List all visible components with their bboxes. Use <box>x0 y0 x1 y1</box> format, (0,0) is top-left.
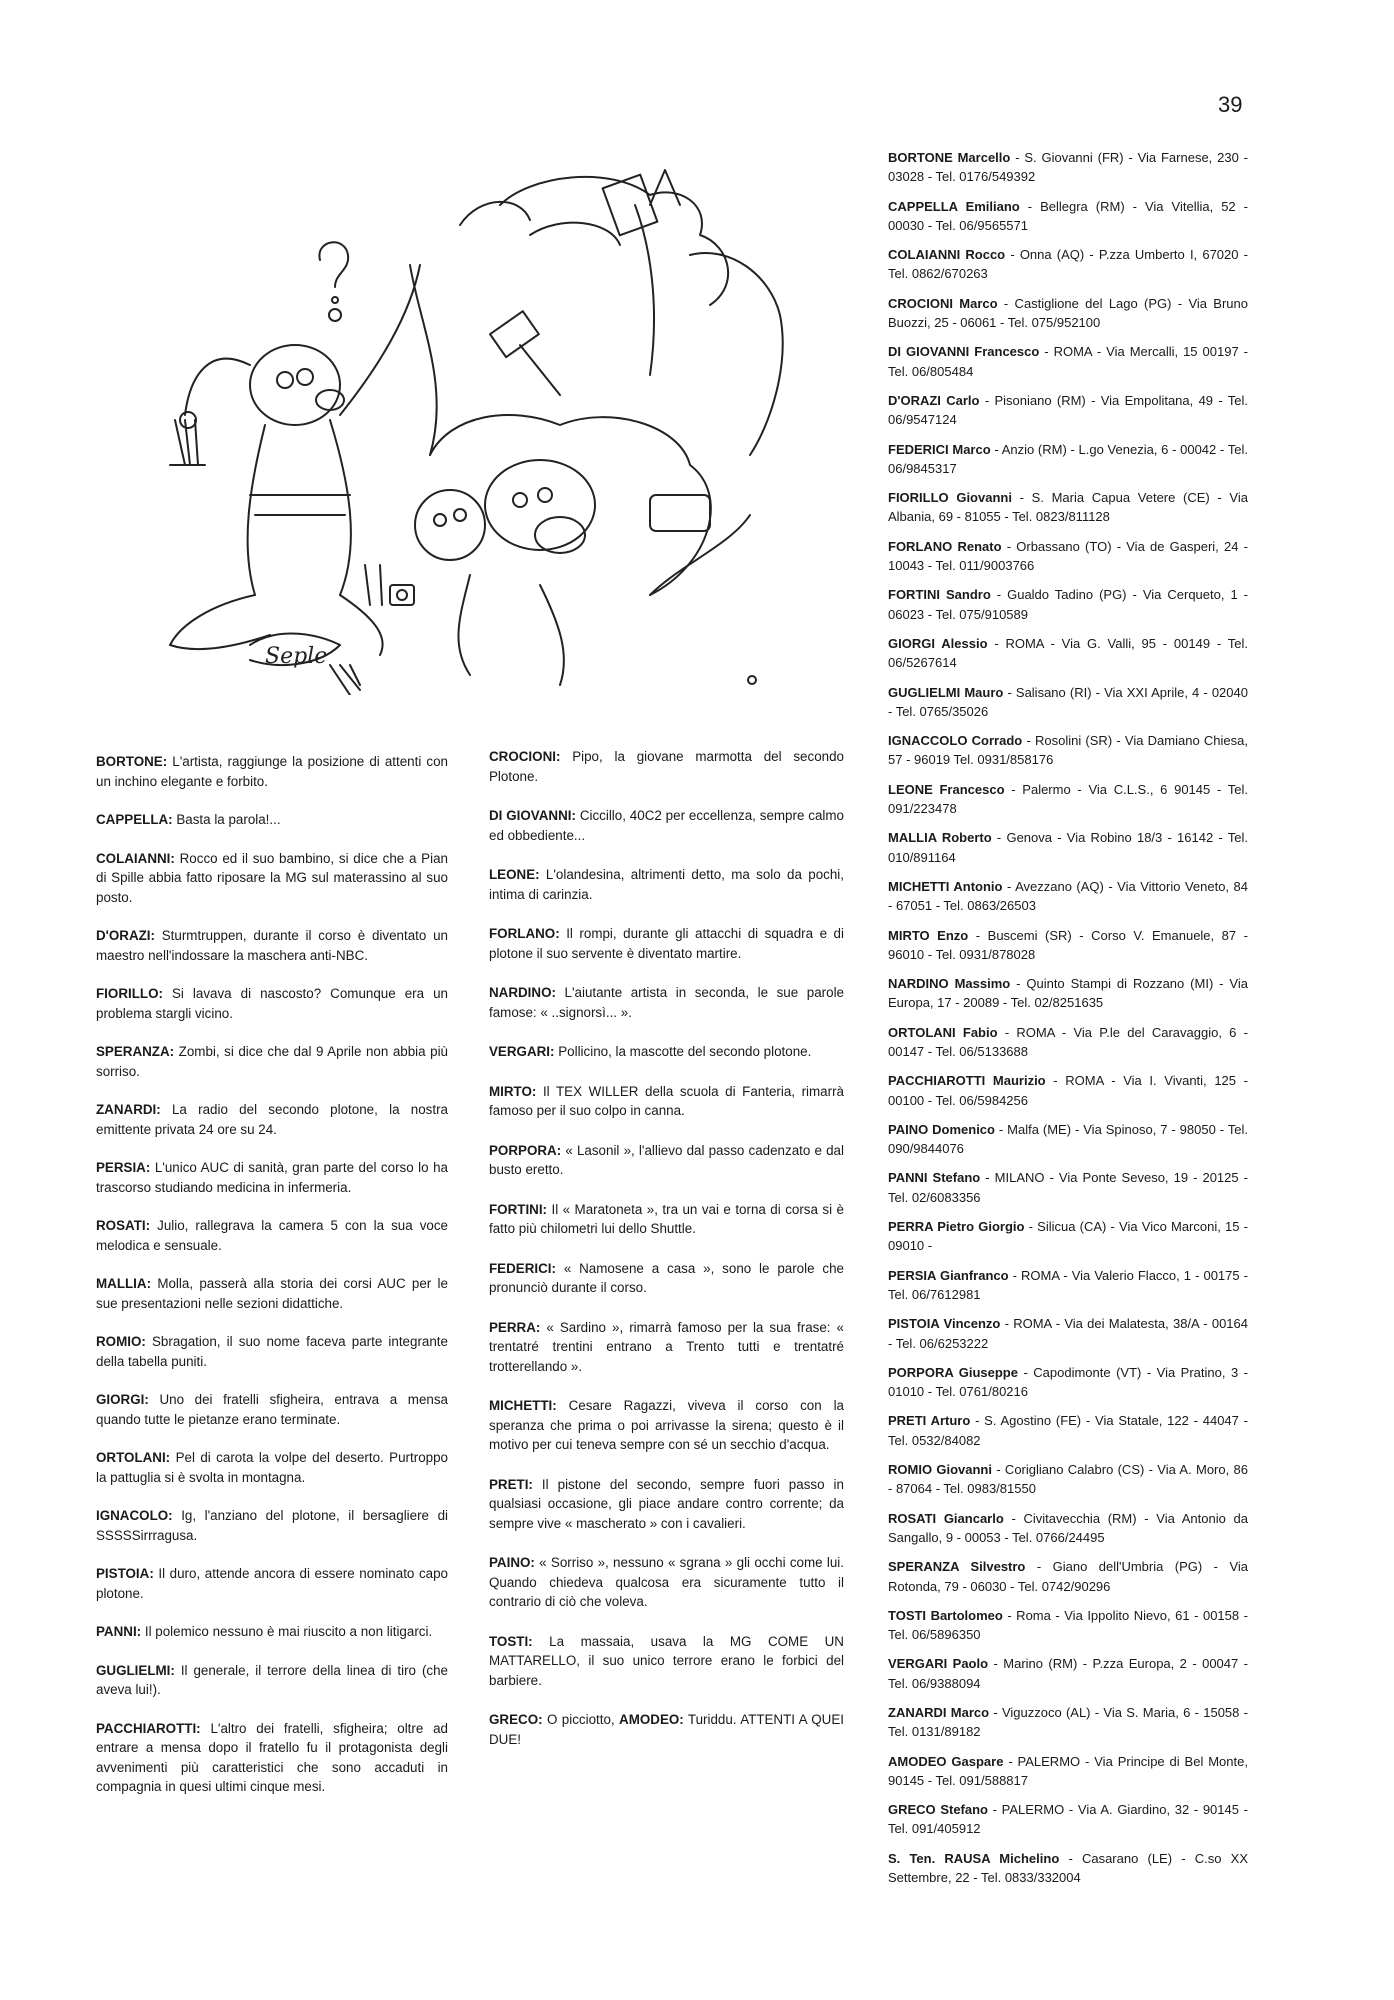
directory-name: PRETI Arturo <box>888 1413 971 1429</box>
directory-address: - Giano dell'Umbria (PG) - Via Rotonda, 79 - 06030 - Tel. 0742/90296 <box>888 1559 1248 1594</box>
directory-address: - Capodimonte (VT) - Via Pratino, 3 - 01010 - Tel. 0761/80216 <box>888 1364 1248 1400</box>
directory-name: COLAIANNI Rocco <box>888 247 1006 263</box>
directory-entry <box>888 1217 1248 1256</box>
caption-text: « Namosene a casa », sono le parole che pronunciò durante il corso. <box>489 1260 844 1295</box>
caption-name: AMODEO: <box>619 1712 684 1727</box>
directory-name: CAPPELLA Emiliano <box>888 198 1020 214</box>
caption-entry <box>96 1448 448 1487</box>
directory-address: - Civitavecchia (RM) - Via Antonio da Sangallo, 9 - 00053 - Tel. 0766/24495 <box>888 1510 1248 1545</box>
directory-entry <box>888 440 1248 479</box>
directory-address: - ROMA - Via I. Vivanti, 125 - 00100 - Tel. 06/5984256 <box>888 1073 1248 1108</box>
directory-address: - MILANO - Via Ponte Seveso, 19 - 20125 - Tel. 02/6083356 <box>888 1170 1249 1205</box>
directory-entry <box>888 1849 1248 1888</box>
directory-entry <box>888 926 1248 965</box>
directory-column <box>888 148 1248 1897</box>
directory-entry <box>888 683 1248 722</box>
caption-entry <box>96 1332 448 1371</box>
directory-address: - Viguzzoco (AL) - Via S. Maria, 6 - 15058 - Tel. 0131/89182 <box>888 1705 1248 1740</box>
directory-address: - Malfa (ME) - Via Spinoso, 7 - 98050 - Tel. 090/9844076 <box>888 1121 1248 1157</box>
caption-entry <box>489 1475 844 1534</box>
directory-name: IGNACCOLO Corrado <box>888 733 1023 749</box>
caption-text: La massaia, usava la MG COME UN MATTARELLO, il suo unico terrore erano le forbici del barbiere. <box>489 1633 844 1688</box>
caption-name: FEDERICI: <box>489 1260 556 1276</box>
directory-entry <box>888 1266 1248 1305</box>
directory-entry <box>888 245 1248 284</box>
caption-entry <box>96 810 448 830</box>
caption-name: ZANARDI: <box>96 1102 161 1117</box>
caption-name: FORLANO: <box>489 926 560 941</box>
page-number: 39 <box>1218 92 1243 117</box>
caption-entry <box>489 1082 844 1121</box>
directory-address: - ROMA - Via Mercalli, 15 00197 - Tel. 06/805484 <box>888 344 1248 379</box>
directory-entry <box>888 877 1248 916</box>
caption-text: Cesare Ragazzi, viveva il corso con la speranza che prima o poi arrivasse la sirena; questo è il motivo per cui teneva sempre con sé un secchio d'acqua. <box>489 1398 844 1452</box>
caption-name: ORTOLANI: <box>96 1450 171 1465</box>
directory-entry <box>888 1800 1248 1839</box>
caption-entry <box>489 1632 844 1691</box>
signature-text: Seple <box>265 644 328 669</box>
caption-entry <box>96 1564 448 1603</box>
directory-name: DI GIOVANNI Francesco <box>888 344 1040 360</box>
directory-name: ZANARDI Marco <box>888 1705 990 1720</box>
directory-address: - Genova - Via Robino 18/3 - 16142 - Tel. 010/891164 <box>888 830 1248 865</box>
directory-entry <box>888 731 1248 770</box>
caption-name: NARDINO: <box>489 985 556 1000</box>
directory-entry <box>888 391 1248 430</box>
caption-name: CROCIONI: <box>489 749 561 764</box>
caption-entry <box>96 1661 448 1700</box>
directory-address: - Avezzano (AQ) - Via Vittorio Veneto, 84 - 67051 - Tel. 0863/26503 <box>888 878 1248 914</box>
directory-address: - ROMA - Via dei Malatesta, 38/A - 00164 - Tel. 06/6253222 <box>888 1316 1248 1351</box>
caption-entry <box>96 1158 448 1197</box>
caption-text: Rocco ed il suo bambino, si dice che a Pian di Spille abbia fatto riposare la MG sul materassino al suo posto. <box>96 850 448 905</box>
caption-name: PERSIA: <box>96 1160 151 1175</box>
captions-middle-column <box>489 747 844 1769</box>
caption-entry <box>489 747 844 786</box>
directory-address: - Bellegra (RM) - Via Vitellia, 52 - 00030 - Tel. 06/9565571 <box>888 198 1248 233</box>
directory-entry <box>888 1363 1248 1402</box>
caption-entry <box>96 1100 448 1139</box>
directory-name: FIORILLO Giovanni <box>888 490 1012 506</box>
caption-name: ROMIO: <box>96 1334 146 1349</box>
directory-entry <box>888 1314 1248 1353</box>
directory-address: - Salisano (RI) - Via XXI Aprile, 4 - 02040 - Tel. 0765/35026 <box>888 684 1248 719</box>
caption-entry <box>96 1274 448 1313</box>
directory-entry <box>888 1557 1248 1596</box>
directory-name: BORTONE Marcello <box>888 150 1011 165</box>
directory-address: - Marino (RM) - P.zza Europa, 2 - 00047 - Tel. 06/9388094 <box>888 1656 1248 1691</box>
directory-address: - Roma - Via Ippolito Nievo, 61 - 00158 - Tel. 06/5896350 <box>888 1607 1248 1643</box>
caption-name: GRECO: <box>489 1712 543 1727</box>
caption-name: LEONE: <box>489 867 540 882</box>
caption-entry <box>489 924 844 963</box>
caption-entry <box>489 1259 844 1298</box>
caption-entry <box>489 1318 844 1377</box>
directory-address: - ROMA - Via Valerio Flacco, 1 - 00175 - Tel. 06/7612981 <box>888 1267 1248 1302</box>
directory-entry <box>888 148 1248 187</box>
directory-entry <box>888 974 1248 1013</box>
caption-name: PRETI: <box>489 1476 533 1492</box>
directory-address: - PALERMO - Via A. Giardino, 32 - 90145 - Tel. 091/405912 <box>888 1802 1248 1837</box>
caption-name: GUGLIELMI: <box>96 1662 175 1678</box>
directory-name: D'ORAZI Carlo <box>888 392 980 408</box>
caption-text: « Sorriso », nessuno « sgrana » gli occhi come lui. Quando chiedeva qualcosa era sicuramente tutto il contrario di ciò che voleva. <box>489 1555 844 1609</box>
caption-text: Zombi, si dice che dal 9 Aprile non abbia più sorriso. <box>96 1044 448 1079</box>
directory-name: PERRA Pietro Giorgio <box>888 1219 1025 1235</box>
directory-address: - Pisoniano (RM) - Via Empolitana, 49 - Tel. 06/9547124 <box>888 392 1249 428</box>
caption-entry <box>96 849 448 908</box>
directory-name: MIRTO Enzo <box>888 927 969 943</box>
caption-text: Sturmtruppen, durante il corso è diventato un maestro nell'indossare la maschera anti-NBC. <box>96 928 448 963</box>
caption-name: PACCHIAROTTI: <box>96 1720 201 1736</box>
caption-text: L'unico AUC di sanità, gran parte del corso lo ha trascorso studiando medicina in infermeria. <box>96 1160 448 1195</box>
directory-entry <box>888 488 1248 527</box>
cartoon-illustration <box>90 165 860 695</box>
directory-entry <box>888 342 1248 381</box>
caption-text: L'artista, raggiunge la posizione di attenti con un inchino elegante e forbito. <box>96 754 448 789</box>
directory-address: - S. Agostino (FE) - Via Statale, 122 - 44047 - Tel. 0532/84082 <box>888 1413 1248 1448</box>
directory-address: - ROMA - Via G. Valli, 95 - 00149 - Tel. 06/5267614 <box>888 635 1249 671</box>
directory-entry <box>888 780 1248 819</box>
caption-name: COLAIANNI: <box>96 850 175 866</box>
directory-entry <box>888 294 1248 333</box>
caption-name: ROSATI: <box>96 1218 151 1233</box>
directory-name: VERGARI Paolo <box>888 1656 989 1672</box>
directory-name: MICHETTI Antonio <box>888 878 1003 894</box>
directory-name: CROCIONI Marco <box>888 295 998 311</box>
caption-entry <box>96 1042 448 1081</box>
directory-name: S. Ten. RAUSA Michelino <box>888 1850 1060 1866</box>
directory-address: - Silicua (CA) - Via Vico Marconi, 15 - 09010 - <box>888 1219 1248 1254</box>
directory-entry <box>888 1411 1248 1450</box>
directory-address: - Anzio (RM) - L.go Venezia, 6 - 00042 - Tel. 06/9845317 <box>888 441 1248 476</box>
caption-text: Turiddu. ATTENTI A QUEI DUE! <box>489 1712 844 1747</box>
caption-entry <box>489 1042 844 1062</box>
directory-entry <box>888 1023 1248 1062</box>
directory-name: AMODEO Gaspare <box>888 1753 1004 1769</box>
directory-entry <box>888 537 1248 576</box>
caption-name: FIORILLO: <box>96 986 163 1001</box>
directory-entry <box>888 1120 1248 1159</box>
directory-name: PANNI Stefano <box>888 1170 981 1186</box>
caption-entry <box>96 1216 448 1255</box>
caption-name: PISTOIA: <box>96 1566 154 1581</box>
directory-address: - Casarano (LE) - C.so XX Settembre, 22 - Tel. 0833/332004 <box>888 1850 1248 1886</box>
directory-name: GRECO Stefano <box>888 1802 988 1818</box>
caption-entry <box>96 926 448 965</box>
caption-name: MALLIA: <box>96 1276 152 1291</box>
caption-name: IGNACOLO: <box>96 1508 173 1523</box>
caption-text: Julio, rallegrava la camera 5 con la sua voce melodica e sensuale. <box>96 1218 448 1253</box>
directory-entry <box>888 1071 1248 1110</box>
caption-text: « Lasonil », l'allievo dal passo cadenzato e dal busto eretto. <box>489 1142 844 1177</box>
directory-address: - Rosolini (SR) - Via Damiano Chiesa, 57 - 96019 Tel. 0931/858176 <box>888 733 1248 768</box>
directory-address: - Gualdo Tadino (PG) - Via Cerqueto, 1 - 06023 - Tel. 075/910589 <box>888 587 1248 622</box>
caption-name: D'ORAZI: <box>96 928 155 943</box>
caption-entry <box>489 1710 844 1749</box>
directory-address: - Buscemi (SR) - Corso V. Emanuele, 87 - 96010 - Tel. 0931/878028 <box>888 927 1249 962</box>
caption-text: Il polemico nessuno è mai riuscito a non litigarci. <box>144 1624 433 1639</box>
directory-name: FORLANO Renato <box>888 538 1002 554</box>
caption-name: VERGARI: <box>489 1044 555 1059</box>
directory-name: PERSIA Gianfranco <box>888 1267 1009 1283</box>
caption-text: La radio del secondo plotone, la nostra emittente privata 24 ore su 24. <box>96 1102 448 1137</box>
directory-name: LEONE Francesco <box>888 781 1005 797</box>
caption-text: Il pistone del secondo, sempre fuori passo in qualsiasi occasione, gli piace andare contro corrente; da sempre vive « mascherato » con i cavalieri. <box>489 1476 844 1531</box>
caption-text: Basta la parola!... <box>176 812 281 827</box>
caption-name: DI GIOVANNI: <box>489 808 576 823</box>
directory-entry <box>888 634 1248 673</box>
caption-entry <box>96 1622 448 1642</box>
directory-address: - PALERMO - Via Principe di Bel Monte, 90145 - Tel. 091/588817 <box>888 1753 1248 1788</box>
directory-entry <box>888 1752 1248 1791</box>
directory-name: SPERANZA Silvestro <box>888 1559 1026 1575</box>
directory-entry <box>888 197 1248 236</box>
caption-name: SPERANZA: <box>96 1044 175 1059</box>
directory-address: - Corigliano Calabro (CS) - Via A. Moro, 86 - 87064 - Tel. 0983/81550 <box>888 1462 1248 1497</box>
caption-name: TOSTI: <box>489 1633 533 1649</box>
caption-name: MIRTO: <box>489 1083 537 1099</box>
caption-name: MICHETTI: <box>489 1398 557 1413</box>
directory-address: - ROMA - Via P.le del Caravaggio, 6 - 00147 - Tel. 06/5133688 <box>888 1024 1248 1059</box>
directory-name: TOSTI Bartolomeo <box>888 1607 1003 1623</box>
caption-text: « Sardino », rimarrà famoso per la sua frase: « trentatré trentini entrano a Trento tutti e trentatré trotterellando ». <box>489 1319 844 1374</box>
directory-name: FEDERICI Marco <box>888 441 991 457</box>
caption-entry <box>489 865 844 904</box>
caption-text: Molla, passerà alla storia dei corsi AUC per le sue presentazioni nelle sezioni didattiche. <box>96 1276 448 1311</box>
caption-text: O picciotto, <box>546 1712 615 1727</box>
directory-name: ORTOLANI Fabio <box>888 1024 998 1040</box>
caption-entry <box>96 1719 448 1797</box>
caption-entry <box>96 752 448 791</box>
directory-name: PISTOIA Vincenzo <box>888 1316 1001 1332</box>
caption-text: Ig, l'anziano del plotone, il bersagliere di SSSSSirrragusa. <box>96 1508 448 1543</box>
directory-name: GUGLIELMI Mauro <box>888 684 1004 700</box>
caption-entry <box>96 1390 448 1429</box>
directory-address: - Palermo - Via C.L.S., 6 90145 - Tel. 091/223478 <box>888 781 1248 817</box>
caption-text: Pollicino, la mascotte del secondo plotone. <box>558 1044 812 1059</box>
directory-entry <box>888 1460 1248 1499</box>
caption-text: Ciccillo, 40C2 per eccellenza, sempre calmo ed obbediente... <box>489 808 844 843</box>
directory-name: NARDINO Massimo <box>888 976 1011 992</box>
directory-address: - Castiglione del Lago (PG) - Via Bruno Buozzi, 25 - 06061 - Tel. 075/952100 <box>888 295 1248 331</box>
caption-entry <box>489 806 844 845</box>
caption-name: BORTONE: <box>96 754 168 769</box>
directory-name: ROSATI Giancarlo <box>888 1510 1004 1526</box>
directory-name: MALLIA Roberto <box>888 830 992 846</box>
directory-name: PAINO Domenico <box>888 1121 995 1137</box>
directory-address: - Orbassano (TO) - Via de Gasperi, 24 - 10043 - Tel. 011/9003766 <box>888 538 1248 574</box>
caption-entry <box>96 984 448 1023</box>
caption-text: L'olandesina, altrimenti detto, ma solo da pochi, intima di carinzia. <box>489 867 844 902</box>
caption-text: L'aiutante artista in seconda, le sue parole famose: « ..signorsì... ». <box>489 985 844 1020</box>
directory-entry <box>888 1654 1248 1693</box>
directory-address: - Onna (AQ) - P.zza Umberto I, 67020 - Tel. 0862/670263 <box>888 247 1248 282</box>
caption-entry <box>489 1553 844 1612</box>
directory-entry <box>888 1509 1248 1548</box>
caption-text: Il rompi, durante gli attacchi di squadra e di plotone il suo servente è diventato martire. <box>489 926 844 961</box>
caption-name: GIORGI: <box>96 1392 149 1407</box>
caption-text: Si lavava di nascosto? Comunque era un problema stargli vicino. <box>96 986 448 1021</box>
caption-entry <box>489 983 844 1022</box>
directory-entry <box>888 1606 1248 1645</box>
directory-entry <box>888 1703 1248 1742</box>
directory-name: ROMIO Giovanni <box>888 1462 992 1478</box>
caption-text: L'altro dei fratelli, sfigheira; oltre ad entrare a mensa dopo il fratello fu il protagonista degli avvenimenti più caratteristici che sono accaduti in compagnia in quesi ultimi cinque mesi. <box>96 1720 448 1794</box>
directory-name: GIORGI Alessio <box>888 635 988 651</box>
caption-text: Sbragation, il suo nome faceva parte integrante della tabella puniti. <box>96 1334 448 1369</box>
caption-name: FORTINI: <box>489 1201 548 1217</box>
caption-entry <box>96 1506 448 1545</box>
caption-text: Il TEX WILLER della scuola di Fanteria, rimarrà famoso per il suo colpo in canna. <box>489 1083 844 1118</box>
directory-name: FORTINI Sandro <box>888 587 991 603</box>
directory-entry <box>888 828 1248 867</box>
caption-text: Il « Maratoneta », tra un vai e torna di corsa si è fatto più chilometri lui dello Shuttle. <box>489 1201 844 1236</box>
directory-address: - Quinto Stampi di Rozzano (MI) - Via Europa, 17 - 20089 - Tel. 02/8251635 <box>888 976 1248 1011</box>
directory-name: PACCHIAROTTI Maurizio <box>888 1073 1046 1089</box>
directory-entry <box>888 1168 1248 1207</box>
caption-name: PAINO: <box>489 1555 535 1570</box>
caption-entry <box>489 1396 844 1455</box>
caption-text: Pipo, la giovane marmotta del secondo Plotone. <box>489 749 844 784</box>
directory-entry <box>888 585 1248 624</box>
caption-entry <box>489 1200 844 1239</box>
directory-name: PORPORA Giuseppe <box>888 1364 1018 1380</box>
caption-entry <box>489 1141 844 1180</box>
caption-name: PERRA: <box>489 1319 541 1335</box>
caption-name: PORPORA: <box>489 1142 562 1158</box>
caption-text: Il generale, il terrore della linea di tiro (che aveva lui!). <box>96 1662 448 1697</box>
caption-text: Uno dei fratelli sfigheira, entrava a mensa quando tutte le pietanze erano terminate. <box>96 1392 448 1427</box>
caption-name: CAPPELLA: <box>96 812 173 827</box>
caption-name: PANNI: <box>96 1624 142 1639</box>
directory-address: - S. Giovanni (FR) - Via Farnese, 230 - 03028 - Tel. 0176/549392 <box>888 150 1248 185</box>
directory-address: - S. Maria Capua Vetere (CE) - Via Albania, 69 - 81055 - Tel. 0823/811128 <box>888 490 1248 525</box>
caption-text: Il duro, attende ancora di essere nominato capo plotone. <box>96 1566 448 1601</box>
captions-left-column <box>96 752 448 1816</box>
caption-text: Pel di carota la volpe del deserto. Purtroppo la pattuglia si è svolta in montagna. <box>96 1450 448 1485</box>
